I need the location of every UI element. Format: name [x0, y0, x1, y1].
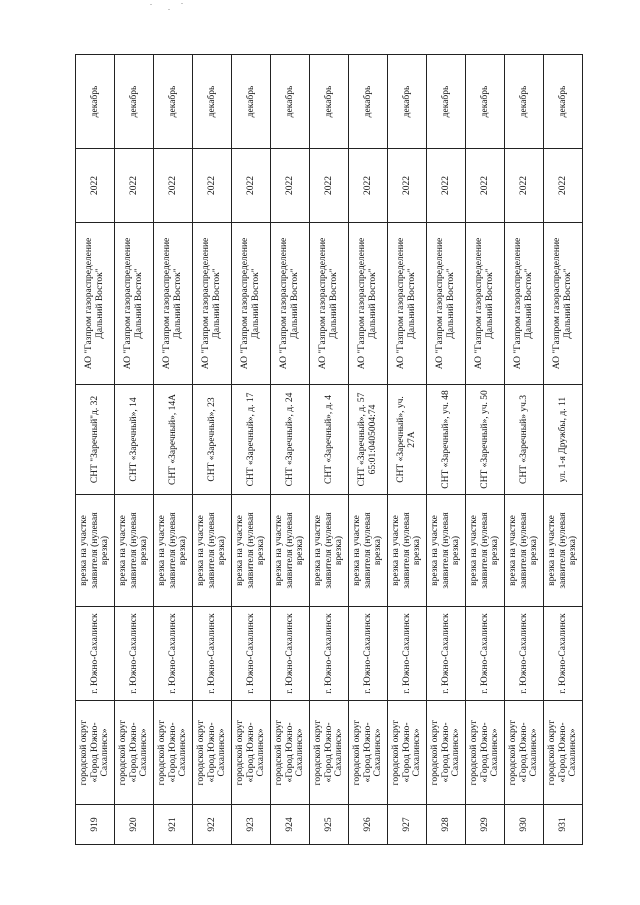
table-body: [76, 55, 583, 845]
work-type-cell: врезка на участке заявителя (нулевая врезка): [427, 495, 466, 607]
scan-speck: [150, 4, 152, 5]
organization-cell: АО "Газпром газораспределение Дальний Восток": [232, 223, 271, 385]
work-type-cell: врезка на участке заявителя (нулевая врезка): [115, 495, 154, 607]
city-cell: г. Южно-Сахалинск: [193, 607, 232, 701]
municipality-cell: городской округ «Город Южно-Сахалинск»: [232, 701, 271, 805]
month-cell: декабрь: [349, 55, 388, 149]
address-cell: СНТ «Заречный», 14: [115, 385, 154, 495]
organization-cell: АО "Газпром газораспределение Дальний Восток": [466, 223, 505, 385]
year-cell: 2022: [427, 149, 466, 223]
year-cell: 2022: [388, 149, 427, 223]
address-cell: СНТ «Заречный», 14А: [154, 385, 193, 495]
organization-cell: АО "Газпром газораспределение Дальний Восток": [544, 223, 583, 385]
address-cell: СНТ «Заречный», д. 24: [271, 385, 310, 495]
table-row: [427, 55, 466, 845]
gasification-schedule-table: [75, 54, 583, 845]
table-row: [76, 55, 115, 845]
address-cell: СНТ «Заречный», д. 57 65:01:0405004:74: [349, 385, 388, 495]
year-cell: 2022: [232, 149, 271, 223]
municipality-cell: городской округ «Город Южно-Сахалинск»: [193, 701, 232, 805]
city-cell: г. Южно-Сахалинск: [232, 607, 271, 701]
month-cell: декабрь: [466, 55, 505, 149]
year-cell: 2022: [271, 149, 310, 223]
row-number: 924: [271, 805, 310, 845]
month-cell: декабрь: [154, 55, 193, 149]
address-cell: СНТ "Заречный"д. 32: [76, 385, 115, 495]
rotated-table-wrapper: [75, 55, 585, 845]
row-number: 929: [466, 805, 505, 845]
municipality-cell: городской округ «Город Южно-Сахалинск»: [505, 701, 544, 805]
year-cell: 2022: [466, 149, 505, 223]
organization-cell: АО "Газпром газораспределение Дальний Восток": [115, 223, 154, 385]
city-cell: г. Южно-Сахалинск: [349, 607, 388, 701]
table-row: [544, 55, 583, 845]
address-cell: ул. 1-я Дружбы, д. 11: [544, 385, 583, 495]
table-row: [115, 55, 154, 845]
work-type-cell: врезка на участке заявителя (нулевая врезка): [310, 495, 349, 607]
month-cell: декабрь: [271, 55, 310, 149]
city-cell: г. Южно-Сахалинск: [271, 607, 310, 701]
row-number: 928: [427, 805, 466, 845]
month-cell: декабрь: [232, 55, 271, 149]
organization-cell: АО "Газпром газораспределение Дальний Восток": [76, 223, 115, 385]
month-cell: декабрь: [505, 55, 544, 149]
year-cell: 2022: [76, 149, 115, 223]
table-row: [271, 55, 310, 845]
municipality-cell: городской округ «Город Южно-Сахалинск»: [310, 701, 349, 805]
row-number: 920: [115, 805, 154, 845]
organization-cell: АО "Газпром газораспределение Дальний Восток": [427, 223, 466, 385]
year-cell: 2022: [544, 149, 583, 223]
work-type-cell: врезка на участке заявителя (нулевая врезка): [388, 495, 427, 607]
organization-cell: АО "Газпром газораспределение Дальний Восток": [154, 223, 193, 385]
year-cell: 2022: [154, 149, 193, 223]
row-number: 921: [154, 805, 193, 845]
municipality-cell: городской округ «Город Южно-Сахалинск»: [271, 701, 310, 805]
organization-cell: АО "Газпром газораспределение Дальний Восток": [193, 223, 232, 385]
work-type-cell: врезка на участке заявителя (нулевая врезка): [544, 495, 583, 607]
year-cell: 2022: [310, 149, 349, 223]
table-row: [388, 55, 427, 845]
year-cell: 2022: [349, 149, 388, 223]
city-cell: г. Южно-Сахалинск: [427, 607, 466, 701]
municipality-cell: городской округ «Город Южно-Сахалинск»: [466, 701, 505, 805]
month-cell: декабрь: [544, 55, 583, 149]
row-number: 927: [388, 805, 427, 845]
municipality-cell: городской округ «Город Южно-Сахалинск»: [388, 701, 427, 805]
row-number: 931: [544, 805, 583, 845]
work-type-cell: врезка на участке заявителя (нулевая врезка): [76, 495, 115, 607]
address-cell: СНТ «Заречный», уч. 50: [466, 385, 505, 495]
municipality-cell: городской округ «Город Южно-Сахалинск»: [154, 701, 193, 805]
municipality-cell: городской округ «Город Южно-Сахалинск»: [427, 701, 466, 805]
row-number: 930: [505, 805, 544, 845]
municipality-cell: городской округ «Город Южно-Сахалинск»: [115, 701, 154, 805]
year-cell: 2022: [193, 149, 232, 223]
scan-speck: [168, 9, 170, 10]
month-cell: декабрь: [427, 55, 466, 149]
city-cell: г. Южно-Сахалинск: [388, 607, 427, 701]
year-cell: 2022: [505, 149, 544, 223]
organization-cell: АО "Газпром газораспределение Дальний Восток": [505, 223, 544, 385]
organization-cell: АО "Газпром газораспределение Дальний Восток": [310, 223, 349, 385]
address-cell: СНТ «Заречный», 23: [193, 385, 232, 495]
city-cell: г. Южно-Сахалинск: [76, 607, 115, 701]
table-row: [505, 55, 544, 845]
row-number: 925: [310, 805, 349, 845]
table-row: [310, 55, 349, 845]
city-cell: г. Южно-Сахалинск: [310, 607, 349, 701]
table-row: [349, 55, 388, 845]
work-type-cell: врезка на участке заявителя (нулевая врезка): [466, 495, 505, 607]
address-cell: СНТ «Заречный», д. 4: [310, 385, 349, 495]
month-cell: декабрь: [388, 55, 427, 149]
scan-speck: [181, 3, 183, 4]
city-cell: г. Южно-Сахалинск: [115, 607, 154, 701]
month-cell: декабрь: [193, 55, 232, 149]
work-type-cell: врезка на участке заявителя (нулевая врезка): [232, 495, 271, 607]
row-number: 919: [76, 805, 115, 845]
table-row: [193, 55, 232, 845]
row-number: 923: [232, 805, 271, 845]
row-number: 926: [349, 805, 388, 845]
municipality-cell: городской округ «Город Южно-Сахалинск»: [76, 701, 115, 805]
work-type-cell: врезка на участке заявителя (нулевая врезка): [505, 495, 544, 607]
work-type-cell: врезка на участке заявителя (нулевая врезка): [271, 495, 310, 607]
municipality-cell: городской округ «Город Южно-Сахалинск»: [349, 701, 388, 805]
table-row: [466, 55, 505, 845]
city-cell: г. Южно-Сахалинск: [466, 607, 505, 701]
work-type-cell: врезка на участке заявителя (нулевая врезка): [193, 495, 232, 607]
address-cell: СНТ «Заречный», уч. 27А: [388, 385, 427, 495]
work-type-cell: врезка на участке заявителя (нулевая врезка): [349, 495, 388, 607]
month-cell: декабрь: [310, 55, 349, 149]
address-cell: СНТ «Заречный», уч. 48: [427, 385, 466, 495]
city-cell: г. Южно-Сахалинск: [544, 607, 583, 701]
month-cell: декабрь: [76, 55, 115, 149]
month-cell: декабрь: [115, 55, 154, 149]
work-type-cell: врезка на участке заявителя (нулевая врезка): [154, 495, 193, 607]
municipality-cell: городской округ «Город Южно-Сахалинск»: [544, 701, 583, 805]
organization-cell: АО "Газпром газораспределение Дальний Восток": [349, 223, 388, 385]
address-cell: СНТ «Заречный» уч.3: [505, 385, 544, 495]
organization-cell: АО "Газпром газораспределение Дальний Восток": [271, 223, 310, 385]
city-cell: г. Южно-Сахалинск: [154, 607, 193, 701]
address-cell: СНТ «Заречный», д. 17: [232, 385, 271, 495]
table-row: [232, 55, 271, 845]
table-row: [154, 55, 193, 845]
city-cell: г. Южно-Сахалинск: [505, 607, 544, 701]
organization-cell: АО "Газпром газораспределение Дальний Восток": [388, 223, 427, 385]
year-cell: 2022: [115, 149, 154, 223]
row-number: 922: [193, 805, 232, 845]
